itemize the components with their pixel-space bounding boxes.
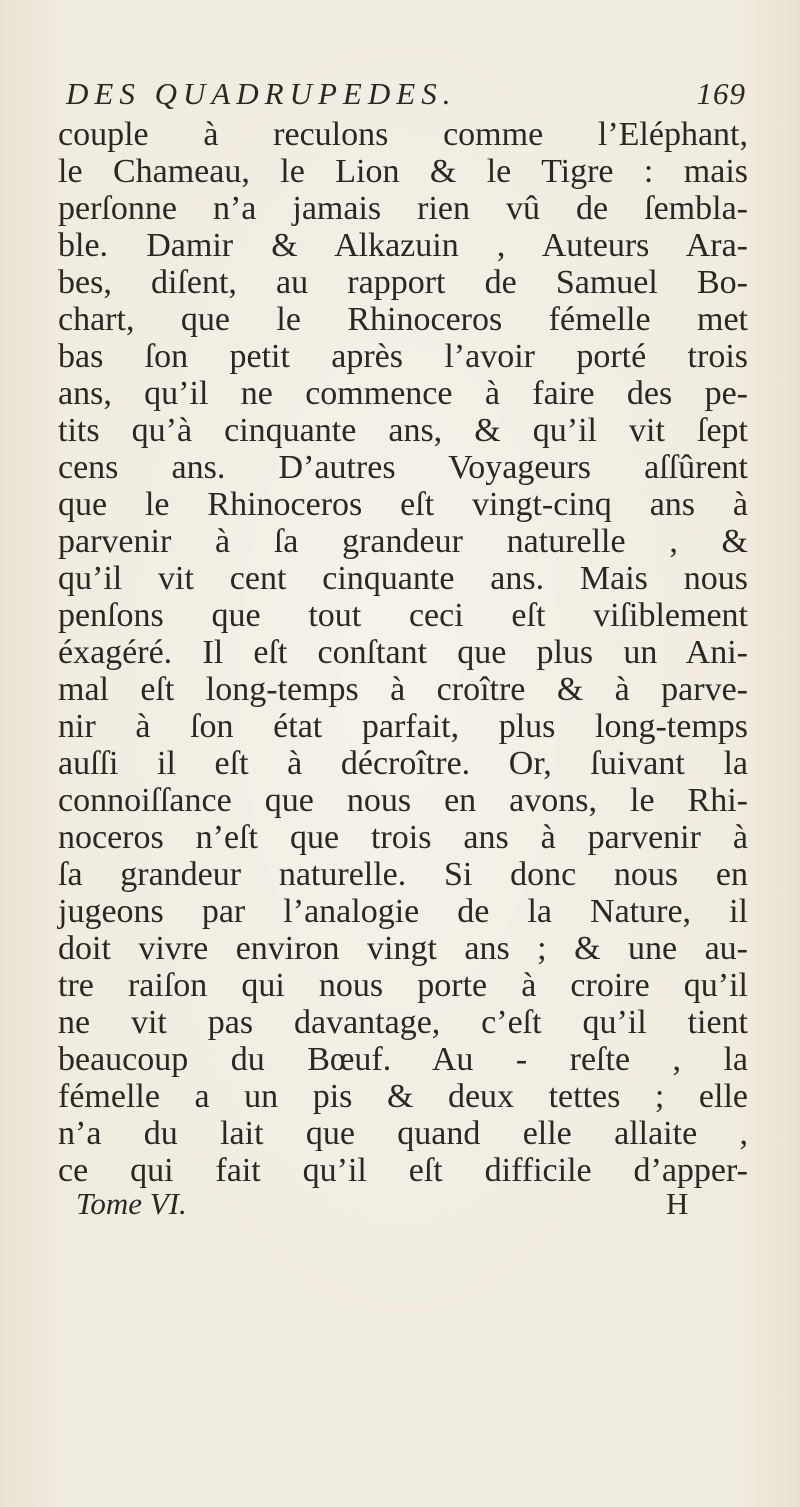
text-line: noceros n’eſt que trois ans à parvenir à bbox=[58, 819, 748, 856]
text-line: auſſi il eſt à décroître. Or, ſuivant la bbox=[58, 745, 748, 782]
text-line: ble. Damir & Alkazuin , Auteurs Ara- bbox=[58, 227, 748, 264]
text-line: ne vit pas davantage, c’eſt qu’il tient bbox=[58, 1004, 748, 1041]
page-number: 169 bbox=[696, 76, 746, 111]
text-line: qu’il vit cent cinquante ans. Mais nous bbox=[58, 560, 748, 597]
text-line: éxagéré. Il eſt conſtant que plus un Ani- bbox=[58, 634, 748, 671]
text-line: ans, qu’il ne commence à faire des pe- bbox=[58, 375, 748, 412]
text-line: connoiſſance que nous en avons, le Rhi- bbox=[58, 782, 748, 819]
text-line: beaucoup du Bœuf. Au - reſte , la bbox=[58, 1041, 748, 1078]
text-line: le Chameau, le Lion & le Tigre : mais bbox=[58, 153, 748, 190]
text-line: doit vivre environ vingt ans ; & une au- bbox=[58, 930, 748, 967]
text-line: mal eſt long-temps à croître & à parve- bbox=[58, 671, 748, 708]
text-line: tits qu’à cinquante ans, & qu’il vit ſept bbox=[58, 412, 748, 449]
text-line: ce qui fait qu’il eſt difficile d’apper- bbox=[58, 1152, 748, 1189]
text-line: chart, que le Rhinoceros fémelle met bbox=[58, 301, 748, 338]
running-title: DES QUADRUPEDES. bbox=[66, 76, 457, 111]
text-line: couple à reculons comme l’Eléphant, bbox=[58, 116, 748, 153]
text-line: tre raiſon qui nous porte à croire qu’il bbox=[58, 967, 748, 1004]
text-line: n’a du lait que quand elle allaite , bbox=[58, 1115, 748, 1152]
signature-mark: H bbox=[666, 1186, 689, 1221]
text-line: fémelle a un pis & deux tettes ; elle bbox=[58, 1078, 748, 1115]
text-line: jugeons par l’analogie de la Nature, il bbox=[58, 893, 748, 930]
text-line: bes, diſent, au rapport de Samuel Bo- bbox=[58, 264, 748, 301]
volume-label: Tome VI. bbox=[76, 1186, 187, 1221]
text-line: nir à ſon état parfait, plus long-temps bbox=[58, 708, 748, 745]
text-line: bas ſon petit après l’avoir porté trois bbox=[58, 338, 748, 375]
text-line: parvenir à ſa grandeur naturelle , & bbox=[58, 523, 748, 560]
text-line: que le Rhinoceros eſt vingt-cinq ans à bbox=[58, 486, 748, 523]
text-line: cens ans. D’autres Voyageurs aſſûrent bbox=[58, 449, 748, 486]
text-line: ſa grandeur naturelle. Si donc nous en bbox=[58, 856, 748, 893]
text-line: perſonne n’a jamais rien vû de ſembla- bbox=[58, 190, 748, 227]
text-line: penſons que tout ceci eſt viſiblement bbox=[58, 597, 748, 634]
